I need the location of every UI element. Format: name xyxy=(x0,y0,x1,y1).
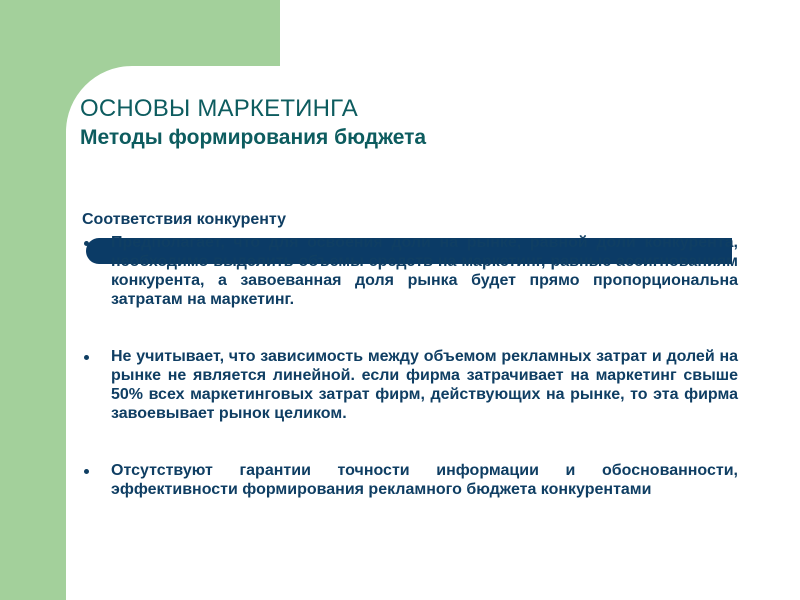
bullet-dot-icon xyxy=(84,241,89,246)
bullet-text: Отсутствуют гарантии точности информации и обоснованности, эффективности формирования рекламного бюджета конкурентами xyxy=(111,462,738,498)
bullet-item xyxy=(82,233,738,309)
bullet-text: Не учитывает, что зависимость между объемом рекламных затрат и долей на рынке не является линейной. если фирма затрачивает на маркетинг свыше 50% всех маркетинговых затрат фирм, действующих на рынке, то эта фирма завоевывает рынок целиком. xyxy=(111,348,738,422)
bullet-item xyxy=(82,347,738,423)
title-subtitle: Методы формирования бюджета xyxy=(80,126,427,149)
slide-content xyxy=(82,210,738,499)
title-main: ОСНОВЫ МАРКЕТИНГА xyxy=(80,95,358,122)
bullet-item xyxy=(82,461,738,499)
bullet-dot-icon xyxy=(84,355,89,360)
bullet-text: Предполагает, что для освоения доли на рынке, равной доли конкурента, необходимо выделить объемы средств на маркетинг, равные ассигнованиям конкурента, а завоеванная доля рынка будет прямо пропорциональна затратам на маркетинг. xyxy=(111,234,738,308)
bullet-dot-icon xyxy=(84,469,89,474)
bullet-list xyxy=(82,233,738,499)
slide-title xyxy=(80,94,780,152)
section-heading: Соответствия конкуренту xyxy=(82,211,287,228)
